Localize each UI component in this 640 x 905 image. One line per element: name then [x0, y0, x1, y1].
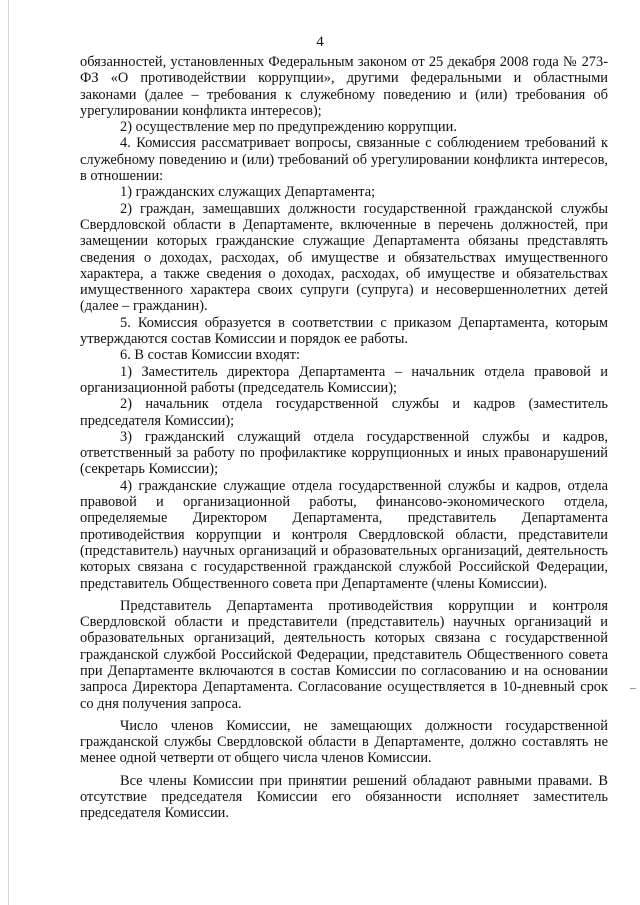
paragraph-item-3-2: 2) осуществление мер по предупреждению коррупции.	[120, 119, 457, 136]
paragraph-item-6-4: 4) гражданские служащие отдела государственной службы и кадров, отдела правовой и организационной работы, финансово-экономического отдела, определяемые Директором Департамента, представитель Департамента противодействия коррупции и контроля Свердловской области, представители (представитель) научных организаций и образовательных организаций, деятельность которых связана с государственной гражданской службой Российской Федерации, представитель Общественного совета при Департаменте (члены Комиссии).	[80, 477, 608, 592]
scan-edge-mark	[630, 688, 636, 689]
paragraph-representatives: Представитель Департамента противодействия коррупции и контроля Свердловской области и представители (представитель) научных организаций и образовательных организаций, деятельность которых связана с государственной гражданской службой Российской Федерации, представитель Общественного совета при Департаменте включаются в состав Комиссии по согласованию и на основании запроса Директора Департамента. Согласование осуществляется в 10-дневный срок со дня получения запроса.	[80, 597, 608, 712]
paragraph-item-4-2: 2) граждан, замещавших должности государственной гражданской службы Свердловской области в Департаменте, включенные в перечень должностей, при замещении которых гражданские служащие Департамента обязаны представлять сведения о доходах, расходах, об имуществе и обязательствах имущественного характера, а также сведения о доходах, расходах, об имуществе и обязательствах имущественного характера своих супруги (супруга) и несовершеннолетних детей (далее – гражданин).	[80, 200, 608, 315]
paragraph-member-count: Число членов Комиссии, не замещающих должности государственной гражданской службы Свердловской области в Департаменте, должно составлять не менее одной четверти от общего числа членов Комиссии.	[80, 717, 608, 767]
paragraph-item-6-2: 2) начальник отдела государственной службы и кадров (заместитель председателя Комиссии);	[80, 396, 608, 429]
paragraph-section-6: 6. В состав Комиссии входят:	[120, 347, 300, 364]
paragraph-section-4: 4. Комиссия рассматривает вопросы, связанные с соблюдением требований к служебному поведению и (или) требований об урегулировании конфликта интересов, в отношении:	[80, 135, 608, 185]
paragraph-item-4-1: 1) гражданских служащих Департамента;	[120, 184, 376, 201]
scan-margin-line	[8, 0, 9, 905]
paragraph-item-6-1: 1) Заместитель директора Департамента – начальник отдела правовой и организационной работы (председатель Комиссии);	[80, 363, 608, 396]
document-body	[80, 54, 608, 822]
paragraph-equal-rights: Все члены Комиссии при принятии решений обладают равными правами. В отсутствие председателя Комиссии его обязанности исполняет заместитель председателя Комиссии.	[80, 772, 608, 822]
paragraph-section-5: 5. Комиссия образуется в соответствии с приказом Департамента, которым утверждаются состав Комиссии и порядок ее работы.	[80, 314, 608, 348]
paragraph-item-6-3: 3) гражданский служащий отдела государственной службы и кадров, ответственный за работу по профилактике коррупционных и иных правонарушений (секретарь Комиссии);	[80, 428, 608, 478]
paragraph-continuation: обязанностей, установленных Федеральным законом от 25 декабря 2008 года № 273-ФЗ «О противодействии коррупции», другими федеральными и областными законами (далее – требования к служебному поведению и (или) требования об урегулировании конфликта интересов);	[80, 54, 608, 119]
page-number: 4	[316, 34, 324, 50]
